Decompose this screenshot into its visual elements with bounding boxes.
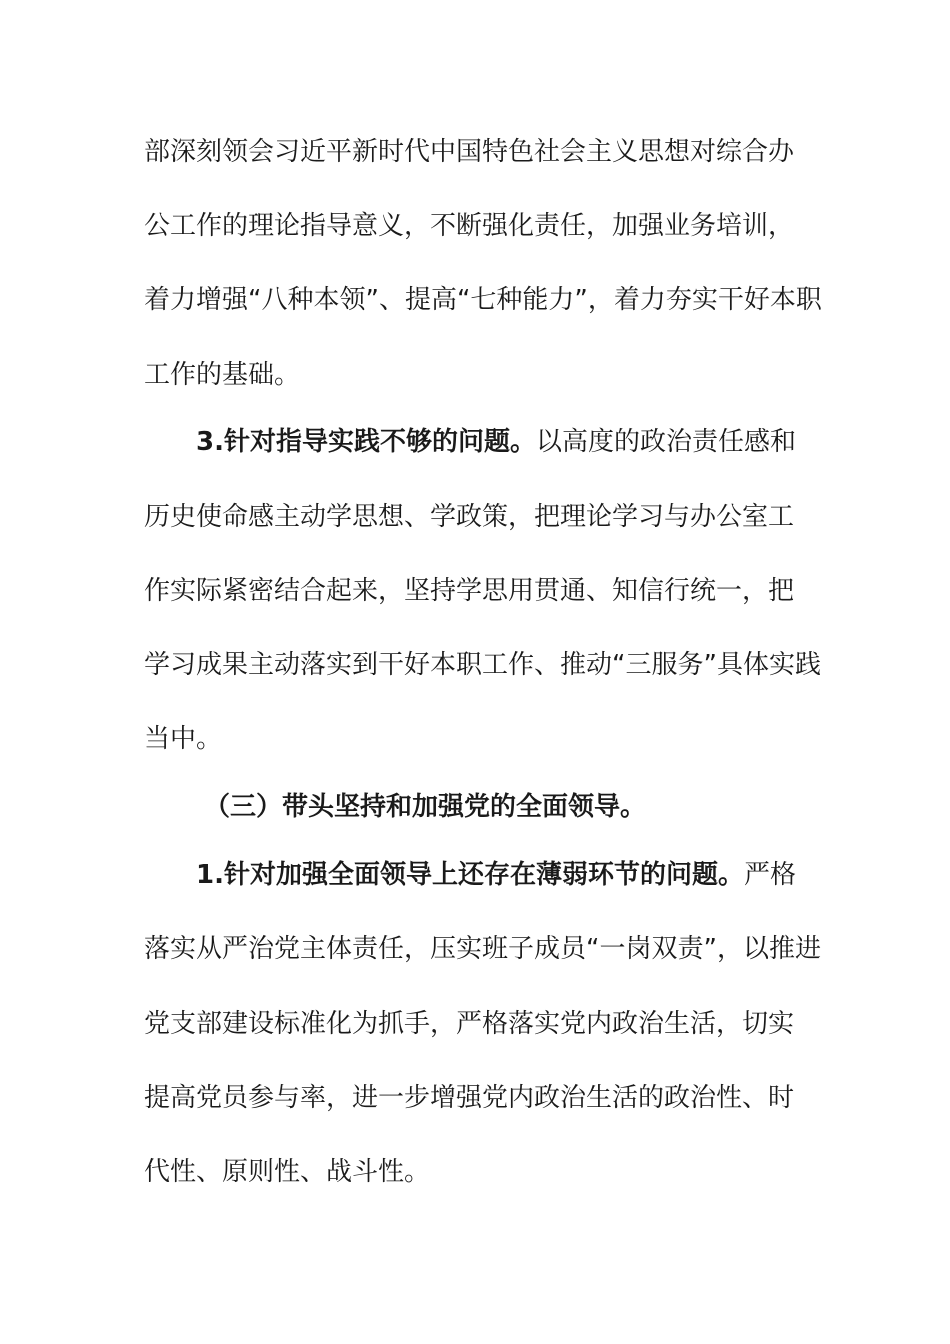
- paragraph-line: [144, 132, 794, 172]
- line-text: 学习成果主动落实到干好本职工作、推动“三服务”具体实践: [144, 650, 821, 680]
- line-text: 提高党员参与率，进一步增强党内政治生活的政治性、时: [144, 1083, 795, 1113]
- paragraph-line: [144, 719, 222, 759]
- paragraph-line: [144, 1152, 430, 1192]
- paragraph-line: [144, 1004, 794, 1044]
- section-heading-text: （三）带头坚持和加强党的全面领导。: [204, 792, 647, 822]
- section-heading: [204, 787, 646, 827]
- line-text: 当中。: [144, 724, 223, 754]
- paragraph-line: [144, 206, 794, 246]
- line-text: 着力增强“八种本领”、提高“七种能力”，着力夯实干好本职: [144, 285, 822, 315]
- line-text: 落实从严治党主体责任，压实班子成员“一岗双责”，以推进: [144, 934, 821, 964]
- line-text: 党支部建设标准化为抓手，严格落实党内政治生活，切实: [144, 1009, 795, 1039]
- line-text: 历史使命感主动学思想、学政策，把理论学习与办公室工: [144, 502, 795, 532]
- paragraph-line: [196, 855, 796, 895]
- line-text: 严格: [743, 860, 796, 890]
- item-heading: 3.针对指导实践不够的问题。: [196, 427, 536, 457]
- line-text: 部深刻领会习近平新时代中国特色社会主义思想对综合办: [144, 137, 795, 167]
- paragraph-line: [144, 1078, 794, 1118]
- paragraph-line: [196, 422, 796, 462]
- paragraph-line: [144, 645, 821, 685]
- paragraph-line: [144, 280, 822, 320]
- line-text: 以高度的政治责任感和: [535, 427, 796, 457]
- line-text: 作实际紧密结合起来，坚持学思用贯通、知信行统一，把: [144, 576, 795, 606]
- paragraph-line: [144, 355, 300, 395]
- item-heading: 1.针对加强全面领导上还存在薄弱环节的问题。: [196, 860, 744, 890]
- line-text: 公工作的理论指导意义，不断强化责任，加强业务培训，: [144, 211, 795, 241]
- paragraph-line: [144, 571, 794, 611]
- paragraph-line: [144, 929, 821, 969]
- line-text: 工作的基础。: [144, 360, 301, 390]
- paragraph-line: [144, 497, 794, 537]
- line-text: 代性、原则性、战斗性。: [144, 1157, 431, 1187]
